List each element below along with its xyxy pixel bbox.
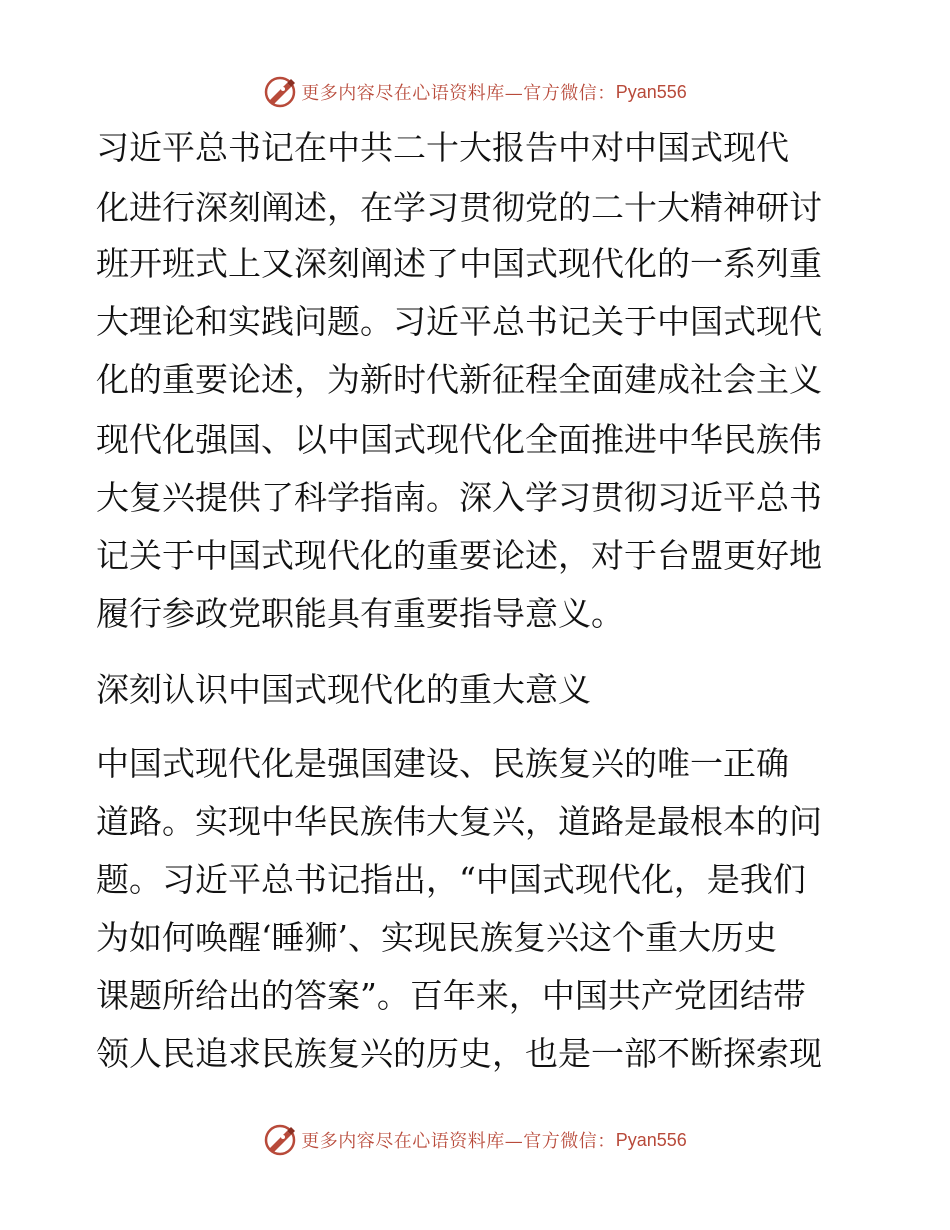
paragraph-line: 大复兴提供了科学指南。深入学习贯彻习近平总书: [96, 478, 822, 517]
paragraph-line: 题。习近平总书记指出，“中国式现代化，是我们: [96, 860, 806, 899]
watermark-text: 更多内容尽在心语资料库—官方微信：: [301, 1131, 616, 1152]
paragraph-line: 大理论和实践问题。习近平总书记关于中国式现代: [96, 302, 822, 341]
paragraph-line: 现代化强国、以中国式现代化全面推进中华民族伟: [96, 420, 822, 459]
paragraph-line: 习近平总书记在中共二十大报告中对中国式现代: [96, 128, 789, 167]
paragraph-line: 履行参政党职能具有重要指导意义。: [96, 594, 624, 633]
paragraph-line: 为如何唤醒‘睡狮’、实现民族复兴这个重大历史: [96, 918, 777, 957]
watermark-text: 更多内容尽在心语资料库—官方微信：: [301, 83, 616, 104]
header-watermark: [0, 72, 950, 112]
paragraph-line: 记关于中国式现代化的重要论述，对于台盟更好地: [96, 536, 822, 575]
paragraph-line: 化的重要论述，为新时代新征程全面建成社会主义: [96, 360, 822, 399]
paragraph-line: 领人民追求民族复兴的历史，也是一部不断探索现: [96, 1034, 822, 1073]
paragraph-line: 课题所给出的答案”。百年来，中国共产党团结带: [96, 976, 806, 1015]
footer-watermark: [0, 1120, 950, 1160]
section-heading: 深刻认识中国式现代化的重大意义: [96, 670, 591, 709]
pen-logo-icon: [263, 75, 297, 109]
watermark-wechat-id: Pyan556: [615, 81, 687, 102]
paragraph-line: 道路。实现中华民族伟大复兴，道路是最根本的问: [96, 802, 822, 841]
watermark-wechat-id: Pyan556: [615, 1129, 687, 1150]
pen-logo-icon: [263, 1123, 297, 1157]
paragraph-line: 班开班式上又深刻阐述了中国式现代化的一系列重: [96, 244, 822, 283]
paragraph-line: 化进行深刻阐述，在学习贯彻党的二十大精神研讨: [96, 188, 822, 227]
paragraph-line: 中国式现代化是强国建设、民族复兴的唯一正确: [96, 744, 789, 783]
